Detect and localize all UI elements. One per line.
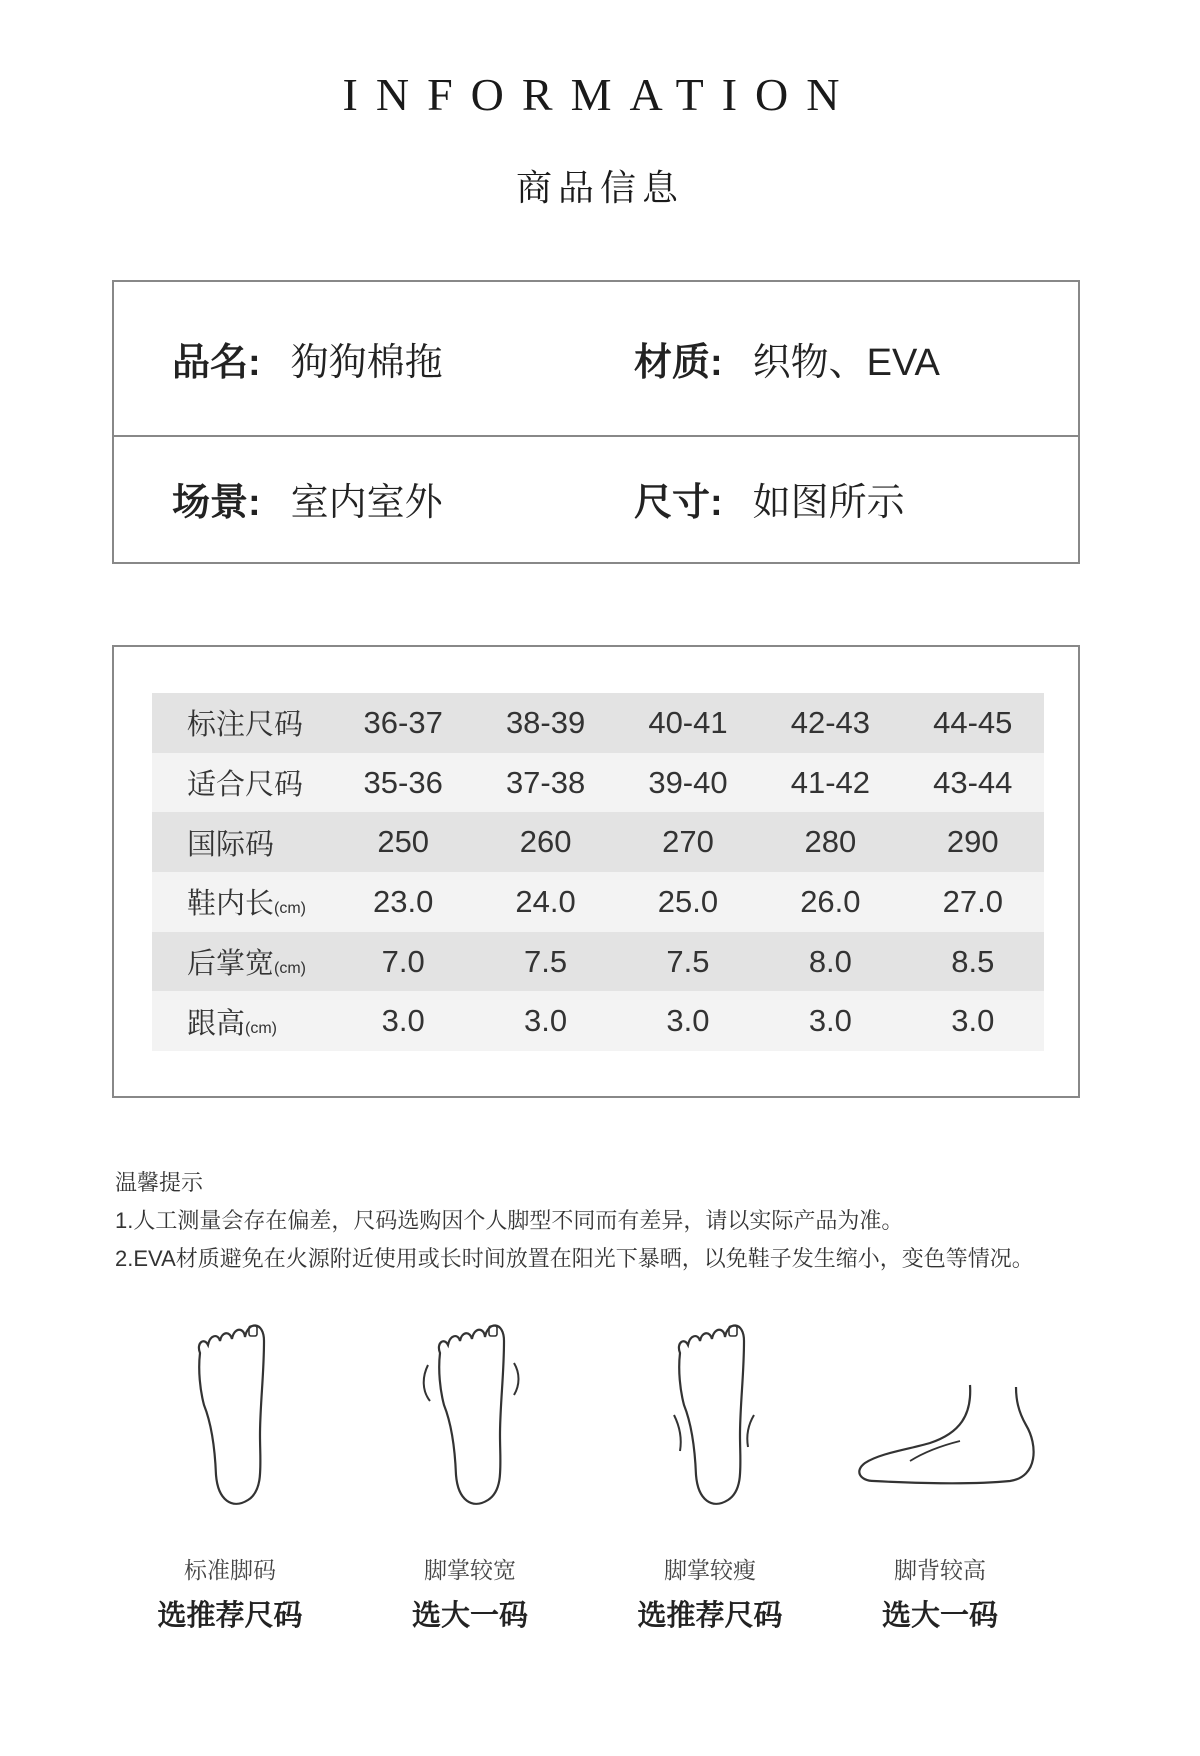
size-row-label	[152, 693, 332, 753]
size-cell: 270	[617, 812, 759, 872]
page-title-en: INFORMATION	[342, 69, 858, 120]
info-row	[114, 435, 1078, 562]
size-cell: 24.0	[474, 872, 616, 932]
size-cell: 7.5	[474, 932, 616, 992]
wide-foot-icon	[400, 1315, 540, 1515]
size-cell: 8.0	[759, 932, 901, 992]
size-row-label-text: 后掌宽	[187, 948, 275, 981]
page-title-cn: 商品信息	[515, 167, 684, 208]
info-size	[634, 471, 905, 526]
size-cell: 40-41	[617, 693, 759, 753]
size-cell: 260	[474, 812, 616, 872]
size-row-label-text: 适合尺码	[187, 769, 304, 802]
size-cell: 38-39	[474, 693, 616, 753]
size-cell: 23.0	[332, 872, 474, 932]
size-table-row	[152, 753, 1044, 813]
foot-type-advice: 选大一码	[881, 1600, 998, 1632]
tips-line: 2.EVA材质避免在火源附近使用或长时间放置在阳光下暴晒，以免鞋子发生缩小，变色等情况。	[115, 1246, 1034, 1271]
info-row	[114, 282, 1078, 437]
size-cell: 7.0	[332, 932, 474, 992]
size-cell: 35-36	[332, 753, 474, 813]
product-info-box	[112, 280, 1080, 564]
size-cell: 3.0	[332, 991, 474, 1051]
size-row-label-text: 标注尺码	[187, 709, 304, 742]
size-row-unit: (cm)	[274, 900, 306, 918]
size-cell: 8.5	[902, 932, 1044, 992]
size-cell: 36-37	[332, 693, 474, 753]
size-row-label-text: 国际码	[187, 828, 275, 861]
size-table-row	[152, 872, 1044, 932]
foot-type-label: 标准脚码	[184, 1557, 276, 1583]
size-row-label-text: 跟高	[187, 1007, 246, 1040]
size-cell: 41-42	[759, 753, 901, 813]
tips-line: 1.人工测量会存在偏差，尺码选购因个人脚型不同而有差异，请以实际产品为准。	[115, 1208, 904, 1233]
info-scene	[172, 471, 443, 526]
size-row-label-text: 鞋内长	[187, 888, 275, 921]
size-row-unit: (cm)	[245, 1019, 277, 1037]
thin-foot-icon	[640, 1315, 780, 1515]
size-cell: 250	[332, 812, 474, 872]
foot-type-item	[110, 1315, 350, 1632]
size-table	[152, 693, 1044, 1051]
info-material-value: 织物、EVA	[752, 342, 940, 384]
size-cell: 3.0	[759, 991, 901, 1051]
info-material-key: 材质:	[634, 342, 723, 384]
size-cell: 43-44	[902, 753, 1044, 813]
info-name-key: 品名:	[172, 342, 261, 384]
tips-title: 温馨提示	[115, 1170, 204, 1195]
size-chart-box	[112, 645, 1080, 1098]
info-material	[634, 331, 940, 386]
foot-type-advice: 选推荐尺码	[637, 1600, 783, 1632]
foot-types	[0, 1315, 1200, 1745]
foot-type-item	[820, 1315, 1060, 1632]
info-name	[172, 331, 443, 386]
size-cell: 42-43	[759, 693, 901, 753]
foot-type-label: 脚背较高	[894, 1557, 986, 1583]
size-cell: 3.0	[617, 991, 759, 1051]
tips-section	[115, 1164, 1034, 1278]
size-cell: 27.0	[902, 872, 1044, 932]
size-row-label	[152, 932, 332, 992]
size-table-row	[152, 812, 1044, 872]
foot-type-advice: 选推荐尺码	[157, 1600, 303, 1632]
info-scene-value: 室内室外	[290, 482, 443, 524]
size-cell: 44-45	[902, 693, 1044, 753]
foot-type-label: 脚掌较宽	[424, 1557, 516, 1583]
size-row-label	[152, 872, 332, 932]
info-name-value: 狗狗棉拖	[290, 342, 443, 384]
foot-type-label: 脚掌较瘦	[664, 1557, 756, 1583]
info-size-key: 尺寸:	[634, 482, 723, 524]
size-cell: 7.5	[617, 932, 759, 992]
high-instep-foot-icon	[840, 1315, 1040, 1515]
size-cell: 26.0	[759, 872, 901, 932]
size-cell: 3.0	[474, 991, 616, 1051]
size-row-unit: (cm)	[274, 960, 306, 978]
size-table-row	[152, 693, 1044, 753]
foot-type-item	[590, 1315, 830, 1632]
info-size-value: 如图所示	[752, 482, 905, 524]
size-row-label	[152, 753, 332, 813]
size-cell: 25.0	[617, 872, 759, 932]
info-scene-key: 场景:	[172, 482, 261, 524]
size-cell: 290	[902, 812, 1044, 872]
size-table-row	[152, 932, 1044, 992]
size-cell: 280	[759, 812, 901, 872]
size-cell: 37-38	[474, 753, 616, 813]
standard-foot-icon	[160, 1315, 300, 1515]
foot-type-item	[350, 1315, 590, 1632]
size-cell: 39-40	[617, 753, 759, 813]
size-row-label	[152, 991, 332, 1051]
size-table-row	[152, 991, 1044, 1051]
size-cell: 3.0	[902, 991, 1044, 1051]
size-row-label	[152, 812, 332, 872]
foot-type-advice: 选大一码	[411, 1600, 528, 1632]
